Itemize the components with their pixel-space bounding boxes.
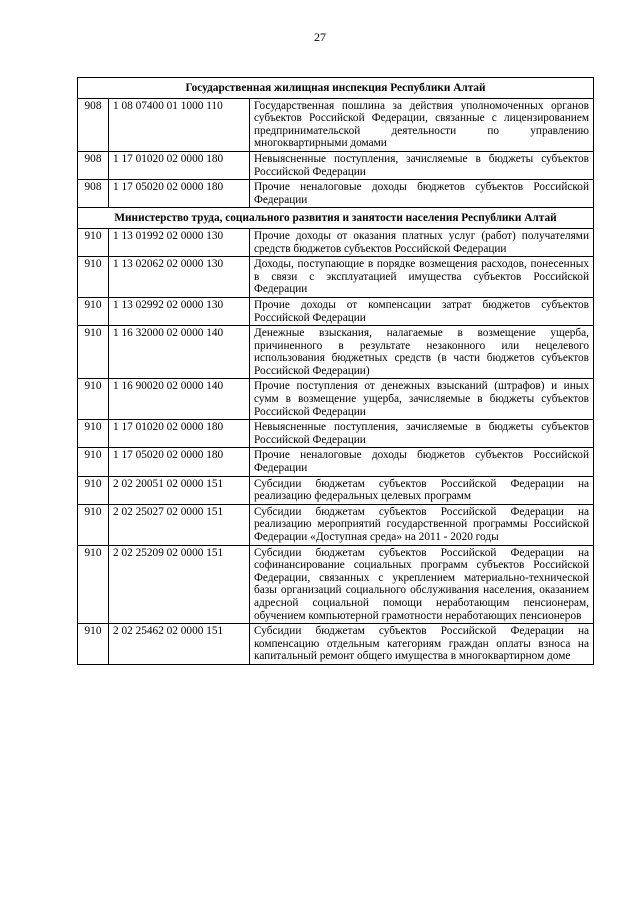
budget-code-cell: 1 16 90020 02 0000 140 (109, 379, 250, 420)
table-row (78, 504, 594, 545)
admin-code-cell: 910 (78, 297, 109, 325)
table-row (78, 98, 594, 151)
budget-code-cell: 1 17 05020 02 0000 180 (109, 180, 250, 208)
admin-code-cell: 910 (78, 624, 109, 665)
revenue-codes-table (77, 77, 594, 665)
table-row (78, 476, 594, 504)
admin-code-cell: 910 (78, 257, 109, 298)
revenue-name-cell: Государственная пошлина за действия уполномоченных органов субъектов Российской Федерации, связанные с лицензированием предпринимательской деятельности по управлению многоквартирными домами (250, 98, 594, 151)
budget-code-cell: 2 02 25209 02 0000 151 (109, 545, 250, 624)
admin-code-cell: 910 (78, 420, 109, 448)
revenue-name-cell: Прочие неналоговые доходы бюджетов субъектов Российской Федерации (250, 180, 594, 208)
admin-code-cell: 910 (78, 448, 109, 476)
table-row (78, 379, 594, 420)
table-row (78, 420, 594, 448)
revenue-name-cell: Субсидии бюджетам субъектов Российской Федерации на софинансирование социальных программ субъектов Российской Федерации, связанных с укреплением материально-технической базы организаций социального обслуживания населения, оказанием адресной социальной помощи неработающим пенсионерам, обучением компьютерной грамотности неработающих пенсионеров (250, 545, 594, 624)
admin-code-cell: 910 (78, 545, 109, 624)
section-header-row (78, 208, 594, 229)
budget-code-cell: 1 16 32000 02 0000 140 (109, 326, 250, 379)
section-title: Министерство труда, социального развития и занятости населения Республики Алтай (78, 208, 594, 229)
table-row (78, 448, 594, 476)
table-row (78, 326, 594, 379)
budget-code-cell: 1 17 05020 02 0000 180 (109, 448, 250, 476)
table-row (78, 151, 594, 179)
revenue-name-cell: Невыясненные поступления, зачисляемые в бюджеты субъектов Российской Федерации (250, 420, 594, 448)
admin-code-cell: 908 (78, 180, 109, 208)
revenue-name-cell: Прочие доходы от оказания платных услуг (работ) получателями средств бюджетов субъектов Российской Федерации (250, 228, 594, 256)
table-row (78, 545, 594, 624)
table-row (78, 624, 594, 665)
budget-code-cell: 1 13 01992 02 0000 130 (109, 228, 250, 256)
revenue-name-cell: Денежные взыскания, налагаемые в возмещение ущерба, причиненного в результате незаконного или нецелевого использования бюджетных средств (в части бюджетов субъектов Российской Федерации) (250, 326, 594, 379)
page-number: 27 (314, 30, 326, 44)
admin-code-cell: 910 (78, 504, 109, 545)
revenue-name-cell: Доходы, поступающие в порядке возмещения расходов, понесенных в связи с эксплуатацией имущества субъектов Российской Федерации (250, 257, 594, 298)
table-row (78, 180, 594, 208)
budget-code-cell: 2 02 20051 02 0000 151 (109, 476, 250, 504)
table-body (78, 78, 594, 665)
budget-code-cell: 1 13 02062 02 0000 130 (109, 257, 250, 298)
budget-code-cell: 1 17 01020 02 0000 180 (109, 151, 250, 179)
revenue-name-cell: Прочие поступления от денежных взысканий (штрафов) и иных сумм в возмещение ущерба, зачисляемые в бюджеты субъектов Российской Федерации (250, 379, 594, 420)
admin-code-cell: 910 (78, 228, 109, 256)
revenue-name-cell: Субсидии бюджетам субъектов Российской Федерации на реализацию мероприятий государственной программы Российской Федерации «Доступная среда» на 2011 - 2020 годы (250, 504, 594, 545)
section-title: Государственная жилищная инспекция Республики Алтай (78, 78, 594, 99)
revenue-name-cell: Невыясненные поступления, зачисляемые в бюджеты субъектов Российской Федерации (250, 151, 594, 179)
admin-code-cell: 908 (78, 98, 109, 151)
budget-code-cell: 1 08 07400 01 1000 110 (109, 98, 250, 151)
revenue-name-cell: Субсидии бюджетам субъектов Российской Федерации на компенсацию отдельным категориям граждан оплаты взноса на капитальный ремонт общего имущества в многоквартирном доме (250, 624, 594, 665)
table-row (78, 257, 594, 298)
section-header-row (78, 78, 594, 99)
admin-code-cell: 910 (78, 476, 109, 504)
admin-code-cell: 910 (78, 326, 109, 379)
budget-code-cell: 2 02 25027 02 0000 151 (109, 504, 250, 545)
admin-code-cell: 908 (78, 151, 109, 179)
table-row (78, 228, 594, 256)
revenue-name-cell: Прочие доходы от компенсации затрат бюджетов субъектов Российской Федерации (250, 297, 594, 325)
table-row (78, 297, 594, 325)
revenue-name-cell: Субсидии бюджетам субъектов Российской Федерации на реализацию федеральных целевых программ (250, 476, 594, 504)
budget-code-cell: 2 02 25462 02 0000 151 (109, 624, 250, 665)
budget-code-cell: 1 13 02992 02 0000 130 (109, 297, 250, 325)
admin-code-cell: 910 (78, 379, 109, 420)
revenue-name-cell: Прочие неналоговые доходы бюджетов субъектов Российской Федерации (250, 448, 594, 476)
budget-code-cell: 1 17 01020 02 0000 180 (109, 420, 250, 448)
